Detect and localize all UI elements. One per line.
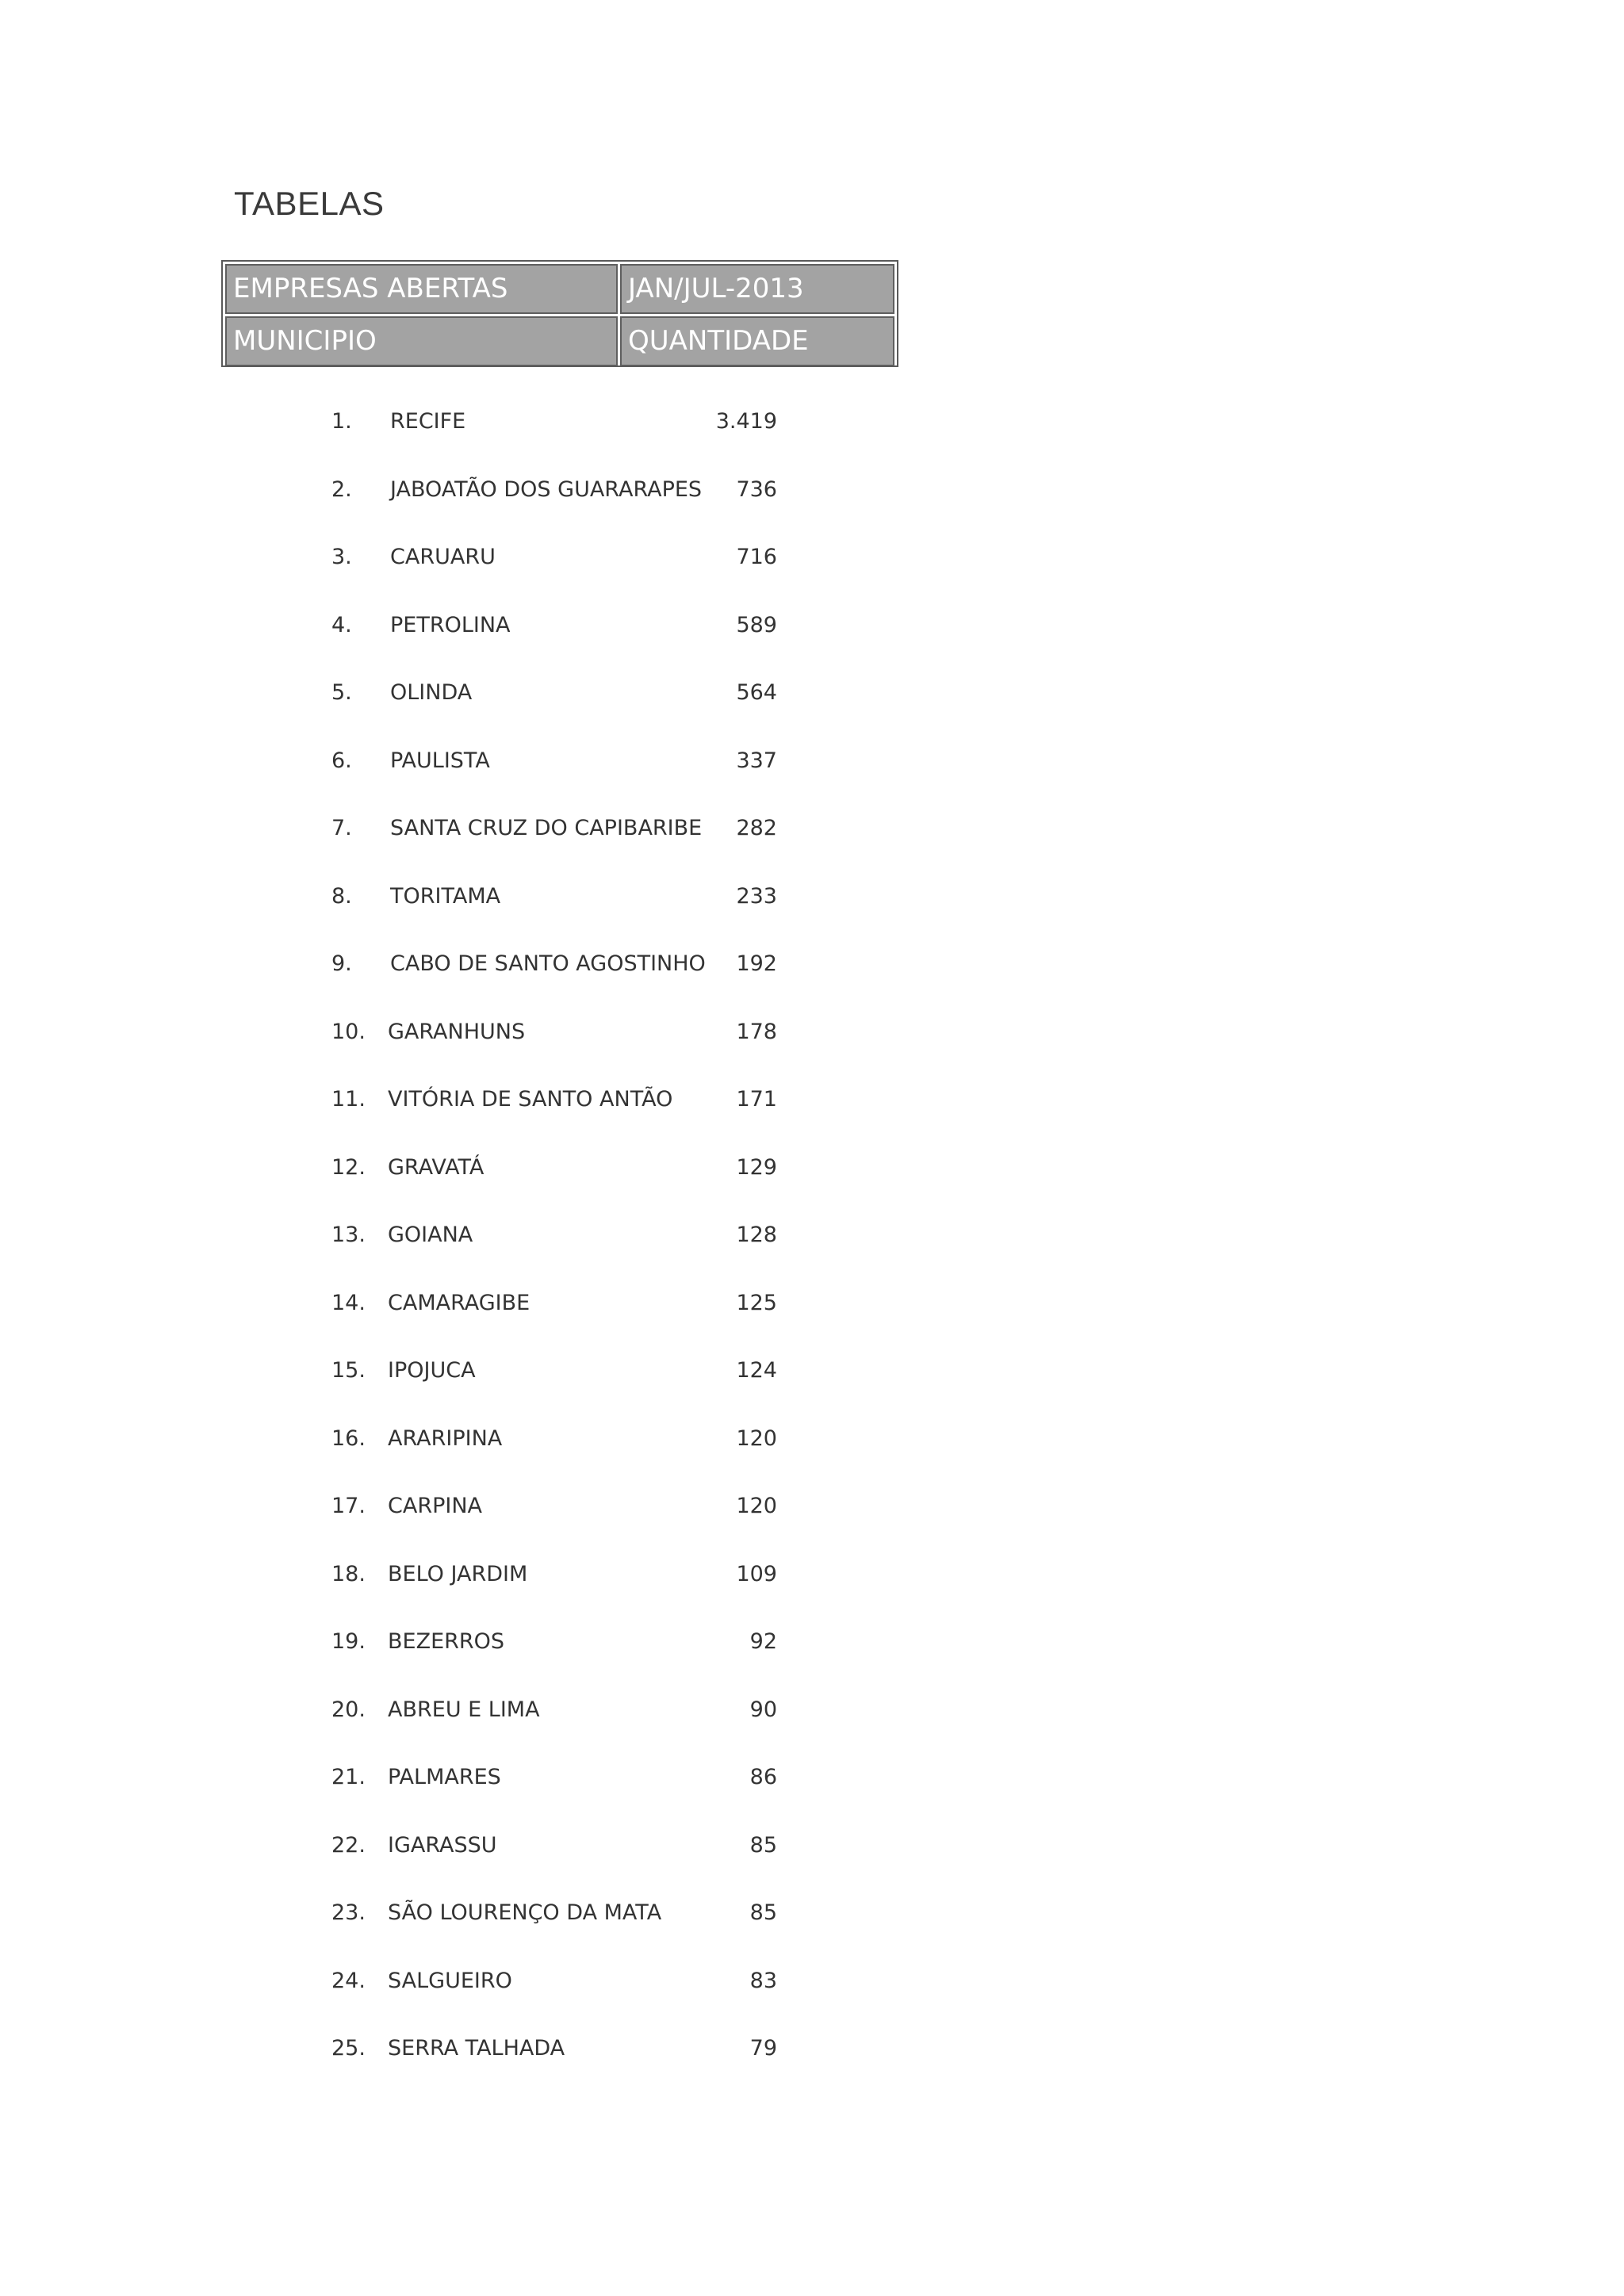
item-number: 12. <box>331 1154 366 1180</box>
list-item <box>0 745 1624 777</box>
item-quantidade-value: 86 <box>749 1765 777 1789</box>
list-item <box>0 610 1624 641</box>
item-municipio-name: ARARIPINA <box>388 1425 503 1451</box>
header-cell-period: JAN/JUL-2013 <box>620 264 894 314</box>
item-number: 11. <box>331 1087 366 1112</box>
item-municipio-name: JABOATÃO DOS GUARARAPES <box>390 476 703 502</box>
item-quantidade-value: 171 <box>736 1087 777 1112</box>
item-number: 4. <box>331 612 352 637</box>
item-municipio-name: SERRA TALHADA <box>388 2036 565 2061</box>
item-municipio-name: SÃO LOURENÇO DA MATA <box>388 1900 662 1925</box>
item-number: 3. <box>331 545 352 569</box>
list-item <box>0 1694 1624 1726</box>
item-municipio-name: PETROLINA <box>390 612 511 637</box>
item-number: 10. <box>331 1019 366 1044</box>
item-number: 21. <box>331 1765 366 1789</box>
list-item <box>0 406 1624 438</box>
list-item <box>0 677 1624 709</box>
item-quantidade-value: 129 <box>736 1154 777 1180</box>
item-quantidade-value: 90 <box>749 1697 777 1722</box>
item-municipio-name: SALGUEIRO <box>388 1968 512 1993</box>
list-item <box>0 1219 1624 1251</box>
list-item <box>0 1355 1624 1387</box>
item-municipio-name: ABREU E LIMA <box>388 1697 540 1722</box>
item-number: 14. <box>331 1290 366 1315</box>
item-quantidade-value: 716 <box>736 545 777 569</box>
item-municipio-name: CABO DE SANTO AGOSTINHO <box>390 951 706 976</box>
list-item <box>0 1288 1624 1319</box>
list-item <box>0 881 1624 913</box>
item-quantidade-value: 109 <box>736 1561 777 1586</box>
item-quantidade-value: 85 <box>749 1900 777 1925</box>
item-quantidade-value: 3.419 <box>715 409 777 434</box>
item-number: 22. <box>331 1832 366 1858</box>
item-municipio-name: CARPINA <box>388 1494 482 1518</box>
item-quantidade-value: 178 <box>736 1019 777 1044</box>
list-item <box>0 1830 1624 1862</box>
item-number: 8. <box>331 883 352 909</box>
item-number: 25. <box>331 2036 366 2061</box>
item-quantidade-value: 233 <box>736 883 777 909</box>
item-quantidade-value: 85 <box>749 1832 777 1858</box>
item-municipio-name: OLINDA <box>390 680 473 705</box>
list-item <box>0 948 1624 980</box>
list-item <box>0 813 1624 844</box>
header-row-columns <box>225 316 894 366</box>
item-municipio-name: SANTA CRUZ DO CAPIBARIBE <box>390 816 703 840</box>
item-municipio-name: GARANHUNS <box>388 1019 526 1044</box>
list-item <box>0 541 1624 573</box>
list-item <box>0 1016 1624 1048</box>
item-municipio-name: PALMARES <box>388 1765 501 1789</box>
item-number: 7. <box>331 816 352 840</box>
page-title: TABELAS <box>234 185 385 222</box>
item-municipio-name: IPOJUCA <box>388 1358 476 1383</box>
item-municipio-name: PAULISTA <box>390 748 490 773</box>
item-quantidade-value: 192 <box>736 951 777 976</box>
list-item <box>0 474 1624 506</box>
item-quantidade-value: 736 <box>736 476 777 502</box>
item-number: 16. <box>331 1425 366 1451</box>
item-number: 13. <box>331 1223 366 1247</box>
list-item <box>0 1423 1624 1455</box>
item-municipio-name: CARUARU <box>390 545 496 569</box>
item-quantidade-value: 79 <box>749 2036 777 2061</box>
item-number: 17. <box>331 1494 366 1518</box>
header-cell-empresas-abertas: EMPRESAS ABERTAS <box>225 264 618 314</box>
list-item <box>0 1559 1624 1590</box>
item-municipio-name: GOIANA <box>388 1223 473 1247</box>
item-quantidade-value: 120 <box>736 1494 777 1518</box>
item-quantidade-value: 92 <box>749 1629 777 1654</box>
item-municipio-name: TORITAMA <box>390 883 501 909</box>
item-quantidade-value: 589 <box>736 612 777 637</box>
item-municipio-name: IGARASSU <box>388 1832 497 1858</box>
header-cell-municipio: MUNICIPIO <box>225 316 618 366</box>
item-number: 6. <box>331 748 352 773</box>
item-quantidade-value: 124 <box>736 1358 777 1383</box>
header-cell-quantidade: QUANTIDADE <box>620 316 894 366</box>
list-item <box>0 1152 1624 1184</box>
item-municipio-name: CAMARAGIBE <box>388 1290 530 1315</box>
list-item <box>0 1762 1624 1793</box>
item-municipio-name: BEZERROS <box>388 1629 505 1654</box>
item-quantidade-value: 128 <box>736 1223 777 1247</box>
item-number: 20. <box>331 1697 366 1722</box>
item-number: 19. <box>331 1629 366 1654</box>
item-number: 9. <box>331 951 352 976</box>
item-quantidade-value: 125 <box>736 1290 777 1315</box>
item-number: 23. <box>331 1900 366 1925</box>
list-item <box>0 1626 1624 1658</box>
list-item <box>0 1897 1624 1929</box>
item-quantidade-value: 564 <box>736 680 777 705</box>
item-municipio-name: GRAVATÁ <box>388 1154 485 1180</box>
item-quantidade-value: 282 <box>736 816 777 840</box>
header-table <box>221 260 898 367</box>
item-number: 15. <box>331 1358 366 1383</box>
item-municipio-name: VITÓRIA DE SANTO ANTÃO <box>388 1087 673 1112</box>
item-number: 24. <box>331 1968 366 1993</box>
list-item <box>0 2033 1624 2064</box>
list-item <box>0 1084 1624 1115</box>
item-number: 18. <box>331 1561 366 1586</box>
item-number: 5. <box>331 680 352 705</box>
item-municipio-name: BELO JARDIM <box>388 1561 528 1586</box>
list-item <box>0 1490 1624 1522</box>
item-quantidade-value: 83 <box>749 1968 777 1993</box>
item-quantidade-value: 337 <box>736 748 777 773</box>
item-municipio-name: RECIFE <box>390 409 466 434</box>
item-number: 1. <box>331 409 352 434</box>
item-quantidade-value: 120 <box>736 1425 777 1451</box>
item-number: 2. <box>331 476 352 502</box>
list-item <box>0 1965 1624 1997</box>
header-row-title <box>225 264 894 314</box>
